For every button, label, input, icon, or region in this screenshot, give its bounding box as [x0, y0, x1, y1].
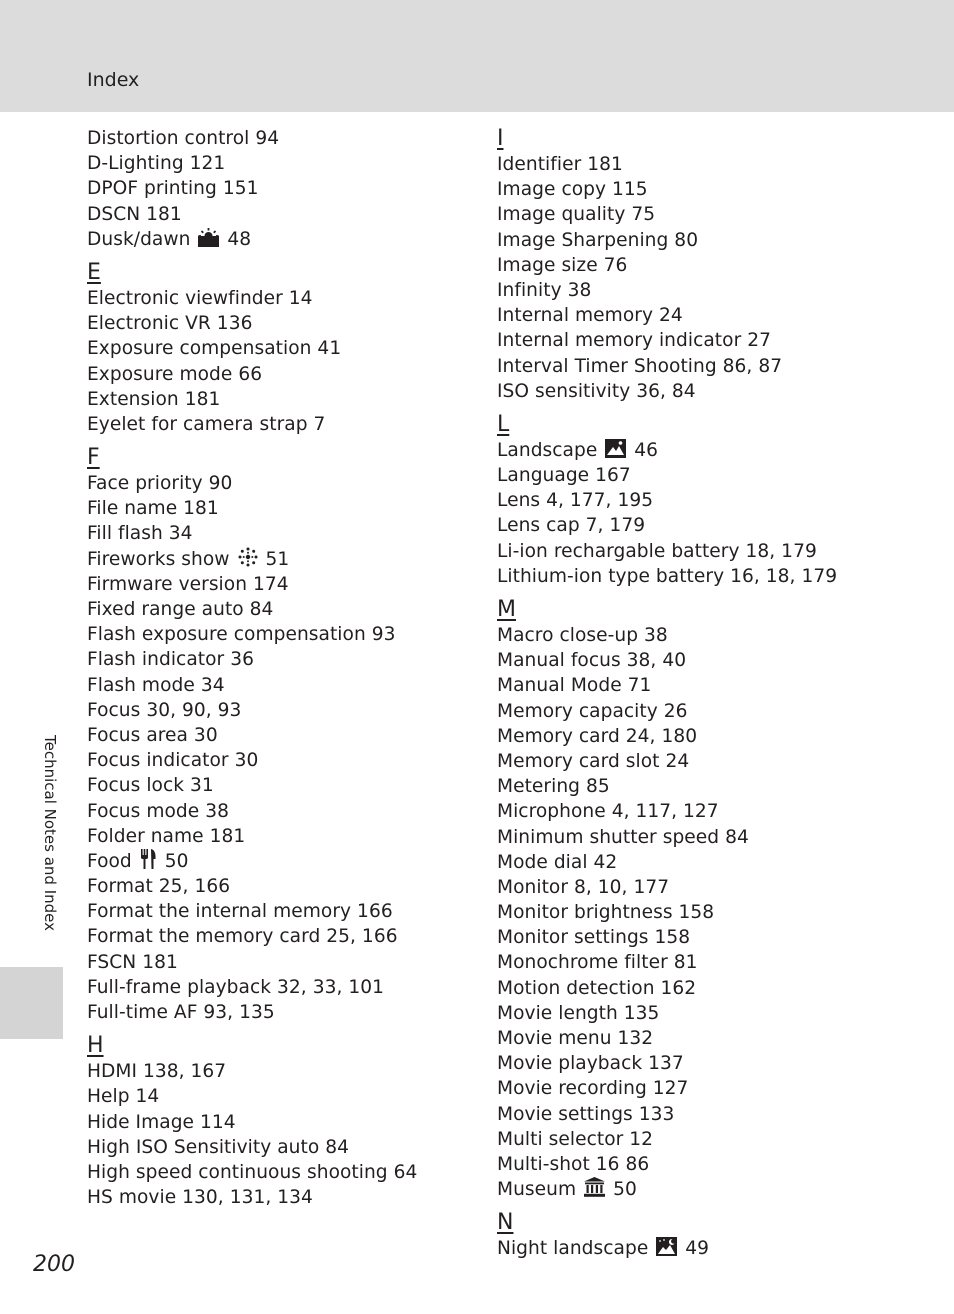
page-header: [0, 0, 954, 112]
index-entry: Macro close-up 38: [497, 625, 668, 646]
fireworks-icon: [238, 547, 258, 574]
index-entry: Electronic viewfinder 14: [87, 287, 313, 309]
index-entry: Movie playback 137: [497, 1053, 684, 1075]
index-entry: Manual Mode 71: [497, 675, 652, 697]
index-entry: DPOF printing 151: [87, 178, 259, 200]
entry-pages: 48: [227, 228, 252, 250]
index-entry: Monochrome filter 81: [497, 952, 698, 974]
index-entry: Multi selector 12: [497, 1128, 654, 1150]
index-entry: Internal memory indicator 27: [497, 330, 771, 352]
index-entry: Image size 76: [497, 254, 628, 276]
index-entry: Format the memory card 25, 166: [87, 926, 398, 948]
entry-pages: 51: [265, 548, 290, 570]
section-letter-n: N: [497, 1210, 514, 1236]
index-entry: Fill flash 34: [87, 523, 193, 545]
night-landscape-icon: [656, 1237, 677, 1263]
index-entry: Help 14: [87, 1086, 160, 1108]
index-entry: HS movie 130, 131, 134: [87, 1187, 313, 1209]
index-entry: Focus 30, 90, 93: [87, 699, 242, 721]
index-entry: Firmware version 174: [87, 573, 289, 595]
index-entry: Folder name 181: [87, 825, 246, 847]
section-side-label: Technical Notes and Index: [41, 735, 59, 932]
entry-pages: 46: [634, 439, 659, 461]
entry-term: Fireworks show: [87, 548, 230, 570]
index-entry: Focus mode 38: [87, 800, 229, 822]
index-entry: Monitor brightness 158: [497, 902, 715, 924]
index-entry: Focus area 30: [87, 724, 218, 746]
index-entry-night-landscape: [497, 1236, 887, 1261]
index-entry: High ISO Sensitivity auto 84: [87, 1136, 350, 1158]
index-entry: Memory card slot 24: [497, 750, 690, 772]
index-entry: High speed continuous shooting 64: [87, 1161, 418, 1183]
index-entry: Extension 181: [87, 388, 221, 410]
entry-pages: 50: [613, 1179, 637, 1201]
page-number: 200: [33, 1252, 75, 1277]
food-icon: [140, 849, 157, 876]
index-entry: Movie length 135: [497, 1002, 660, 1024]
index-entry: ISO sensitivity 36, 84: [497, 380, 696, 402]
index-entry: Li-ion rechargable battery 18, 179: [497, 540, 817, 562]
index-entry: Metering 85: [497, 776, 610, 798]
index-entry: Microphone 4, 117, 127: [497, 801, 719, 823]
index-entry: Electronic VR 136: [87, 313, 253, 335]
index-entry: Flash indicator 36: [87, 649, 254, 671]
index-entry: Flash exposure compensation 93: [87, 624, 396, 646]
index-entry: Identifier 181: [497, 154, 623, 175]
index-entry: Full-frame playback 32, 33, 101: [87, 976, 385, 998]
entry-term: Landscape: [497, 439, 598, 461]
museum-icon: [584, 1177, 605, 1204]
index-entry-museum: [497, 1177, 887, 1202]
index-entry: Interval Timer Shooting 86, 87: [497, 355, 783, 377]
index-entry: Focus indicator 30: [87, 750, 259, 772]
index-entry: Movie menu 132: [497, 1028, 654, 1049]
index-entry: HDMI 138, 167: [87, 1061, 227, 1083]
entry-pages: 49: [685, 1238, 710, 1260]
index-entry: Full-time AF 93, 135: [87, 1002, 275, 1023]
index-entry: Mode dial 42: [497, 851, 618, 873]
dusk-dawn-icon: [198, 228, 219, 254]
section-letter-l: L: [497, 411, 510, 437]
index-entry: File name 181: [87, 498, 219, 520]
index-entry: Infinity 38: [497, 279, 592, 301]
index-entry-food: [87, 849, 477, 874]
index-entry: Distortion control 94: [87, 128, 280, 149]
section-letter-i: I: [497, 126, 504, 151]
index-entry: Exposure compensation 41: [87, 338, 342, 360]
entry-pages: 50: [164, 850, 189, 872]
index-entry: Exposure mode 66: [87, 363, 263, 385]
entry-term: Night landscape: [497, 1238, 649, 1260]
index-entry: Multi-shot 16 86: [497, 1153, 650, 1175]
section-letter-f: F: [87, 445, 100, 471]
section-letter-e: E: [87, 259, 101, 285]
index-entry: Lens 4, 177, 195: [497, 490, 654, 512]
index-entry: Format 25, 166: [87, 876, 231, 898]
index-entry: Movie recording 127: [497, 1078, 689, 1100]
index-entry: Manual focus 38, 40: [497, 650, 687, 672]
index-entry-fireworks: [87, 547, 477, 572]
landscape-icon: [605, 439, 626, 465]
index-entry: Movie settings 133: [497, 1103, 675, 1125]
entry-term: Food: [87, 850, 132, 872]
index-entry: Memory card 24, 180: [497, 725, 698, 747]
index-entry: Lens cap 7, 179: [497, 515, 646, 537]
index-entry: FSCN 181: [87, 951, 178, 973]
index-entry: Internal memory 24: [497, 305, 683, 327]
index-entry: Monitor settings 158: [497, 927, 691, 949]
index-entry: Hide Image 114: [87, 1111, 236, 1133]
index-entry: Image copy 115: [497, 179, 648, 201]
index-entry: Lithium-ion type battery 16, 18, 179: [497, 565, 838, 587]
index-entry: Focus lock 31: [87, 775, 214, 797]
index-entry: Memory capacity 26: [497, 700, 688, 722]
index-column-right: [497, 126, 887, 1262]
index-entry: Face priority 90: [87, 473, 233, 495]
index-entry: Fixed range auto 84: [87, 599, 274, 620]
entry-term: Museum: [497, 1179, 577, 1201]
section-tab: [0, 967, 63, 1039]
index-entry: Image Sharpening 80: [497, 229, 699, 251]
index-column-left: [87, 126, 477, 1210]
index-entry-dusk-dawn: [87, 227, 477, 252]
entry-term: Dusk/dawn: [87, 228, 191, 250]
section-letter-m: M: [497, 597, 516, 622]
index-entry: Flash mode 34: [87, 674, 225, 696]
index-entry: Monitor 8, 10, 177: [497, 876, 670, 898]
index-entry: Eyelet for camera strap 7: [87, 413, 326, 435]
index-entry: Language 167: [497, 465, 631, 487]
index-entry: Image quality 75: [497, 204, 656, 226]
index-entry: D-Lighting 121: [87, 153, 226, 175]
index-entry-landscape: [497, 438, 887, 463]
index-entry: Format the internal memory 166: [87, 901, 393, 923]
header-title: Index: [87, 69, 140, 91]
index-entry: Minimum shutter speed 84: [497, 826, 749, 848]
section-letter-h: H: [87, 1033, 104, 1059]
index-entry: DSCN 181: [87, 203, 182, 225]
index-entry: Motion detection 162: [497, 977, 697, 999]
